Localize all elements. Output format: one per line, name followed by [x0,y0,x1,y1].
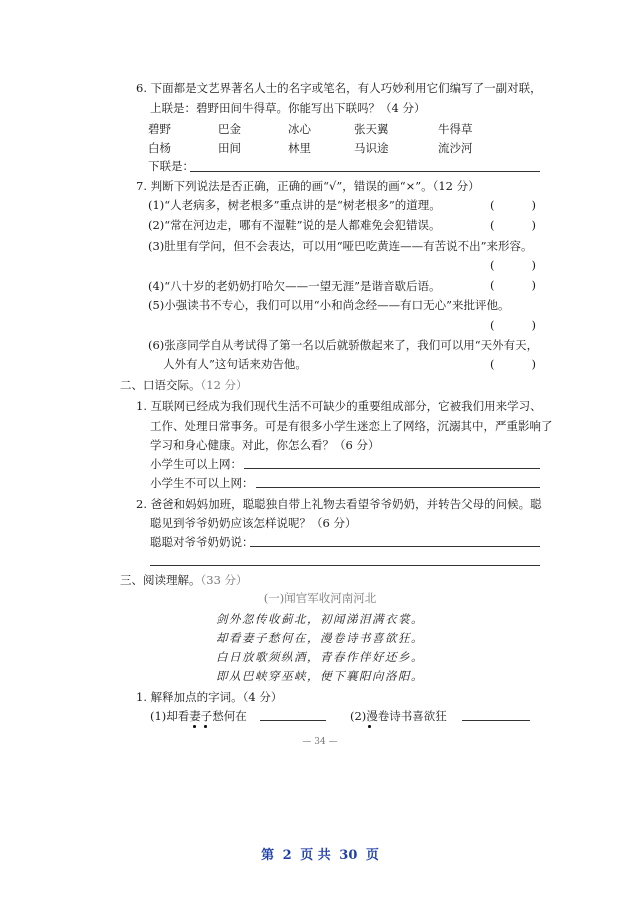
emphasis-dot [368,725,371,728]
q6-word: 流沙河 [438,141,473,155]
s3-q1: 1. 解释加点的字词。（4 分） [136,690,283,704]
s3-q1-b-answer-line[interactable] [462,720,530,721]
s3-q1-b: (2)漫卷诗书喜欲狂 [350,709,447,723]
q7-answer-paren[interactable]: ( ) [490,318,536,332]
q6-word: 白杨 [148,141,171,155]
s3-q1-a: (1)却看妻子愁何在 [150,709,247,723]
q7-title: 7. 判断下列说法是否正确，正确的画“√”，错误的画“×”。（12 分） [136,179,480,193]
s2-q2-line: 2. 爸爸和妈妈加班，聪聪独自带上礼物去看望爷爷奶奶，并转告父母的问候。聪 [136,497,542,511]
q7-answer-paren[interactable]: ( ) [490,198,536,212]
q6-word: 冰心 [288,122,311,136]
s2-q1-line: 1. 互联网已经成为我们现代生活不可缺少的重要组成部分，它被我们用来学习、 [136,399,542,413]
q6-word: 田间 [218,141,241,155]
q7-item: (6)张彦同学自从考试得了第一名以后就骄傲起来了，我们可以用“天外有天， [148,338,539,352]
say-label: 聪聪对爷爷奶奶说： [150,535,254,549]
q6-word: 林里 [288,141,311,155]
q6-line1: 6. 下面都是文艺界著名人士的名字或笔名，有人巧妙利用它们编写了一副对联， [136,81,542,95]
q7-item: (5)小强读书不专心，我们可以用“小和尚念经——有口无心”来批评他。 [148,298,510,312]
emphasis-dot [204,725,207,728]
q7-answer-paren[interactable]: ( ) [490,218,536,232]
poem-title: (一)闻官军收河南河北 [263,591,377,605]
cannot-surf-answer-line[interactable] [256,487,540,488]
q7-item-continued: 人外有人”这句话来劝告他。 [163,357,307,371]
q7-answer-paren[interactable]: ( ) [490,278,536,292]
emphasis-dot [193,725,196,728]
cannot-surf-label: 小学生不可以上网： [150,476,254,490]
poem-line: 却看妻子愁何在，漫卷诗书喜欲狂。 [216,631,424,645]
q7-answer-paren[interactable]: ( ) [490,357,536,371]
s2-q1-line: 工作、处理日常事务。可是有很多小学生迷恋上了网络，沉溺其中，严重影响了 [150,419,553,433]
q6-word: 巴金 [218,122,241,136]
s2-q2-line: 聪见到爷爷奶奶应该怎样说呢？（6 分） [150,516,357,530]
can-surf-label: 小学生可以上网： [150,457,242,471]
q6-answer-label: 下联是： [148,159,194,173]
q7-item: (2)“常在河边走，哪有不湿鞋”说的是人都难免会犯错误。 [148,218,441,232]
section3-heading: 三、阅读理解。（33 分） [120,573,248,587]
page-number: — 34 — [302,737,338,747]
q6-word: 牛得草 [438,122,473,136]
s2-q1-line: 学习和身心健康。对此，你怎么看？（6 分） [150,438,380,452]
q6-answer-line[interactable] [190,171,540,172]
say-answer-line[interactable] [250,546,540,547]
s3-q1-a-answer-line[interactable] [260,720,326,721]
can-surf-answer-line[interactable] [244,468,540,469]
q6-word: 张天翼 [354,122,389,136]
q6-word: 碧野 [148,122,171,136]
q7-item: (1)“人老病多，树老根多”重点讲的是“树老根多”的道理。 [148,198,441,212]
q7-item: (4)“八十岁的老奶奶打哈欠——一望无涯”是谐音歇后语。 [148,279,441,293]
q7-item: (3)肚里有学问，但不会表达，可以用“哑巴吃黄连——有苦说不出”来形容。 [148,239,533,253]
q7-answer-paren[interactable]: ( ) [490,258,536,272]
page-footer: 第 2 页 共 30 页 [261,848,379,863]
say-answer-line-2[interactable] [150,565,540,566]
section2-heading: 二、口语交际。（12 分） [120,378,248,392]
poem-line: 剑外忽传收蓟北，初闻涕泪满衣裳。 [216,612,424,626]
q6-line2: 上联是：碧野田间牛得草。你能写出下联吗？（4 分） [150,101,426,115]
poem-line: 即从巴峡穿巫峡，便下襄阳向洛阳。 [216,669,424,683]
q6-word: 马识途 [354,141,389,155]
poem-line: 白日放歌须纵酒，青春作伴好还乡。 [216,650,424,664]
